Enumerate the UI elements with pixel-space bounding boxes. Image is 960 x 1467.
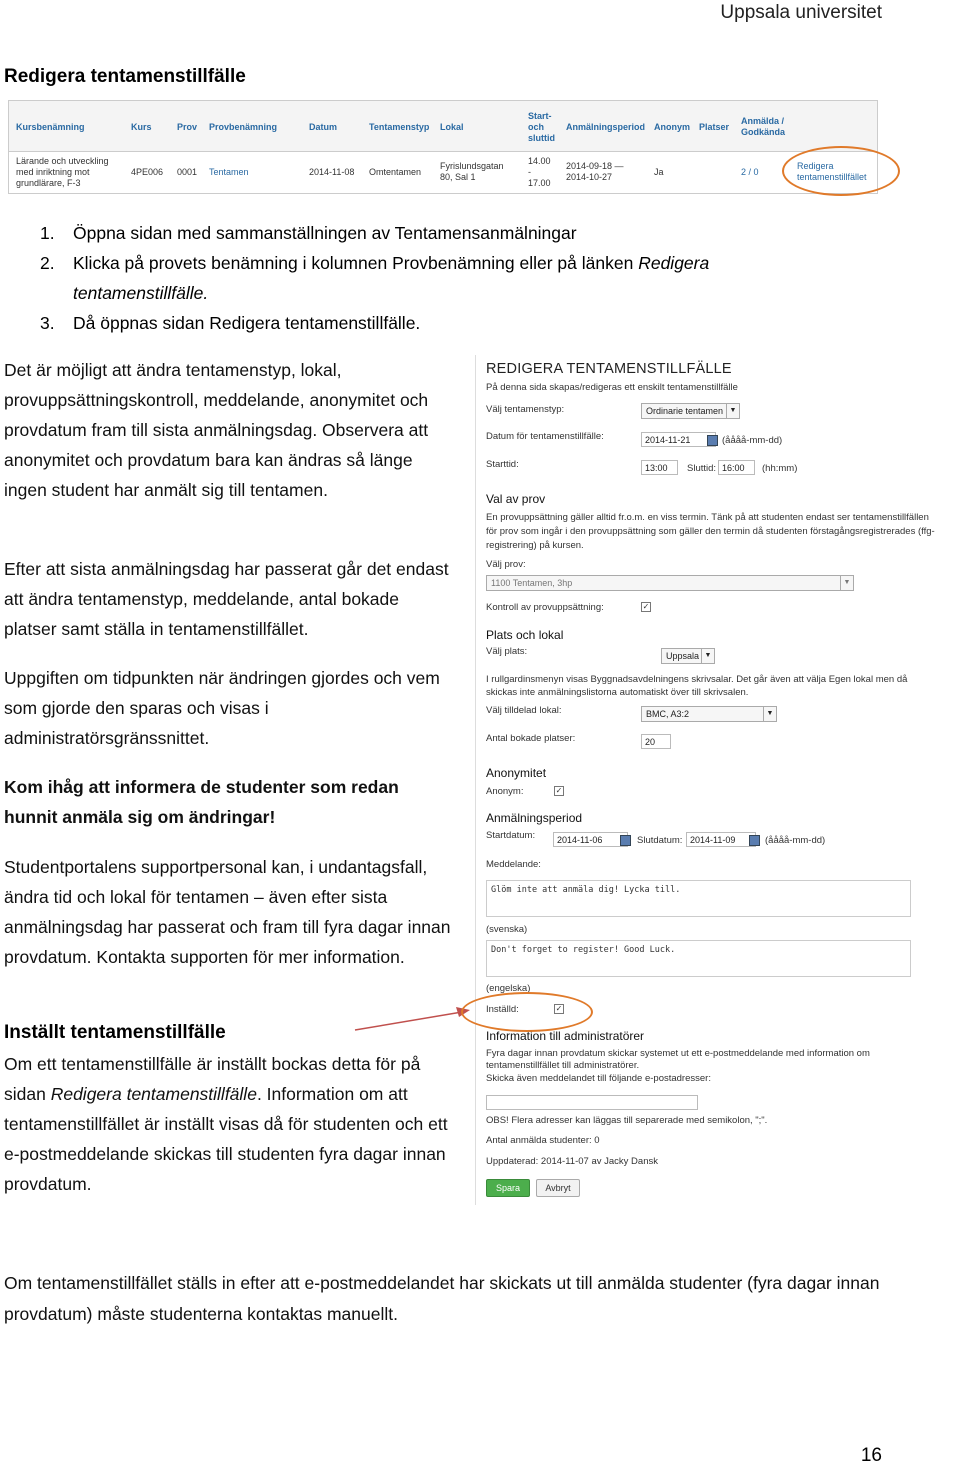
lokal-select[interactable]: BMC, A3:2 ▼ [641,706,777,722]
form-intro: På denna sida skapas/redigeras ett enskilt tentamenstillfälle [486,382,738,393]
th-period: Anmälningsperiod [566,122,646,132]
paragraph-6: Om ett tentamenstillfälle är inställt bockas detta för på sidan Redigera tentamenstillfälle. Information om att tentamenstillfället är inställt visas då för studenten och ett e-postmeddelande skickas till studenten fyra dagar innan provdatum. [4,1054,448,1194]
th-platser: Platser [699,122,730,132]
dropdown-arrow-icon: ▼ [840,576,853,590]
td-tentamenstyp: Omtentamen [369,167,422,177]
kontroll-checkbox[interactable]: ✓ [642,602,650,611]
td-provbenamning-link[interactable]: Tentamen [209,167,249,177]
obs-text: OBS! Flera adresser kan läggas till separerade med semikolon, ";". [486,1115,768,1126]
plats-select[interactable]: Uppsala ▼ [661,648,715,664]
lokal-label: Välj tilldelad lokal: [486,705,562,716]
date-label: Datum för tentamenstillfälle: [486,431,604,442]
th-lokal: Lokal [440,122,464,132]
installd-label: Inställd: [486,1004,519,1015]
message-sv-textarea[interactable]: Glöm inte att anmäla dig! Lycka till. [486,880,911,917]
steps-list [40,218,709,338]
th-datum: Datum [309,122,338,132]
date-format-hint: (åååå-mm-dd) [722,435,783,446]
installd-checkbox[interactable]: ✓ [555,1004,563,1013]
anon-checkbox[interactable]: ✓ [555,786,563,795]
prov-select[interactable]: 1100 Tentamen, 3hp ▼ [486,575,854,591]
slutdatum-input[interactable]: 2014-11-09 [686,832,756,847]
paragraph-1: Det är möjligt att ändra tentamenstyp, lokal, provuppsättningskontroll, meddelande, anonymitet och provdatum fram till sista anmälningsdag. Observera att anonymitet och provdatum bara kan ändras så länge ingen student har anmält sig till tentamen. [4,360,429,500]
end-label: Sluttid: [687,463,717,474]
step-1: 1. Öppna sidan med sammanställningen av Tentamensanmälningar [40,223,577,243]
start-label: Starttid: [486,459,519,470]
highlight-oval-installd [461,992,593,1032]
plats-label: Välj plats: [486,646,528,657]
bottom-note: Om tentamenstillfället ställs in efter att e-postmeddelandet har skickats ut till anmälda studenter (fyra dagar innan provdatum) måste studenterna kontaktas manuellt. [4,1273,880,1324]
time-format-hint: (hh:mm) [762,463,798,474]
cancel-button[interactable]: Avbryt [536,1179,580,1197]
section-plats: Plats och lokal [486,628,564,642]
calendar-icon[interactable] [620,835,631,846]
td-period: 2014-09-18 — 2014-10-27 [566,161,624,182]
meddelande-label: Meddelande: [486,859,541,870]
calendar-icon[interactable] [707,435,718,446]
td-datum: 2014-11-08 [309,167,355,177]
paragraph-2: Efter att sista anmälningsdag har passerat går det endast att ändra tentamenstyp, meddelande, antal bokade platser samt ställa in tentamenstillfället. [4,559,449,639]
highlight-oval [782,146,900,196]
th-tentamenstyp: Tentamenstyp [369,122,430,132]
prov-label: Välj prov: [486,559,526,570]
section-anonymitet: Anonymitet [486,766,547,780]
section-heading-cancelled: Inställt tentamenstillfälle [4,1022,226,1043]
reminder-note: Kom ihåg att informera de studenter som redan hunnit anmäla sig om ändringar! [4,777,399,827]
antal-anmalda-text: Antal anmälda studenter: 0 [486,1135,600,1146]
message-en-textarea[interactable]: Don't forget to register! Good Luck. [486,940,911,977]
th-provbenamning: Provbenämning [209,122,278,132]
th-kursbenamning: Kursbenämning [16,122,85,132]
prov-info-text: En provuppsättning gäller alltid fr.o.m. en viss termin. Tänk på att studenten endast ser tentamenstillfällen för prov som ingår i den provuppsättning som gäller den termin då studenten förstagångsregistrerades (ffg-registrering) på kursen. [486,512,935,551]
end-input[interactable]: 16:00 [718,460,755,475]
dropdown-arrow-icon: ▼ [726,404,739,418]
admin-info-text: Fyra dagar innan provdatum skickar systemet ut ett e-postmeddelande med information om tentamenstillfället till administratörer. [486,1048,870,1071]
section-val-av-prov: Val av prov [486,492,546,506]
lang-sv-label: (svenska) [486,924,528,935]
kontroll-label: Kontroll av provuppsättning: [486,602,604,613]
td-kurs: 4PE006 [131,167,164,177]
form-title: REDIGERA TENTAMENSTILLFÄLLE [486,361,732,377]
th-anmalda: Anmälda / Godkända [741,116,786,137]
th-prov: Prov [177,122,198,132]
start-input[interactable]: 13:00 [641,460,678,475]
startdatum-input[interactable]: 2014-11-06 [553,832,628,847]
edit-form-screenshot [475,355,938,1205]
table-header [9,101,877,152]
td-anonym: Ja [654,167,664,177]
startdatum-label: Startdatum: [486,830,536,841]
save-button[interactable]: Spara [486,1179,530,1197]
th-kurs: Kurs [131,122,152,132]
step-3: 3. Då öppnas sidan Redigera tentamenstillfälle. [40,313,421,333]
step-2: 2. Klicka på provets benämning i kolumnen Provbenämning eller på länken Redigera [40,253,710,273]
edit-exam-link[interactable]: Redigera tentamenstillfället [797,161,867,182]
page-number: 16 [860,1445,882,1466]
antal-input[interactable]: 20 [641,734,671,749]
admin-info-text-2: Skicka även meddelandet till följande e-postadresser: [486,1073,711,1084]
type-select[interactable]: Ordinarie tentamen ▼ [641,403,740,419]
antal-label: Antal bokade platser: [486,733,576,744]
university-name: Uppsala universitet [720,2,882,23]
updated-text: Uppdaterad: 2014-11-07 av Jacky Dansk [486,1156,658,1167]
dropdown-arrow-icon: ▼ [763,707,776,721]
section-anmalningsperiod: Anmälningsperiod [486,811,583,825]
anon-label: Anonym: [486,786,524,797]
calendar-icon[interactable] [749,835,760,846]
td-kursbenamning: Lärande och utveckling med inriktning mot grundlärare, F-3 [16,156,109,188]
page-title: Redigera tentamenstillfälle [4,66,246,87]
date-input[interactable]: 2014-11-21 [641,432,716,447]
paragraph-5: Studentportalens supportpersonal kan, i undantagsfall, ändra tid och lokal för tentamen – även efter sista anmälningsdag har passerat och fram till fyra dagar innan provdatum. Kontakta supporten för mer information. [4,857,451,967]
slutdatum-label: Slutdatum: [637,835,683,846]
td-lokal: Fyrislundsgatan 80, Sal 1 [440,161,504,182]
th-tid: Start- och sluttid [528,111,555,143]
type-label: Välj tentamenstyp: [486,404,565,415]
th-anonym: Anonym [654,122,690,132]
lang-en-label: (engelska) [486,983,531,994]
td-tid: 14.00 - 17.00 [528,156,551,188]
email-input[interactable] [486,1095,698,1110]
pointer-arrow [350,1000,480,1040]
section-admin-info: Information till administratörer [486,1029,645,1043]
date-format-hint-2: (åååå-mm-dd) [765,835,826,846]
exam-table-screenshot [8,100,878,194]
step-2-cont: tentamenstillfälle. [73,283,209,303]
td-platser: 2 / 0 [741,167,759,177]
paragraph-3: Uppgiften om tidpunkten när ändringen gjordes och vem som gjorde den sparas och visas i administratörsgränssnittet. [4,668,440,748]
dropdown-arrow-icon: ▼ [701,649,714,663]
plats-info-text: I rullgardinsmenyn visas Byggnadsavdelningens skrivsalar. Det går även att välja Egen lokal men då skickas inte anmälningslistorna automatiskt över till skrivsalen. [486,674,908,698]
td-prov: 0001 [177,167,198,177]
